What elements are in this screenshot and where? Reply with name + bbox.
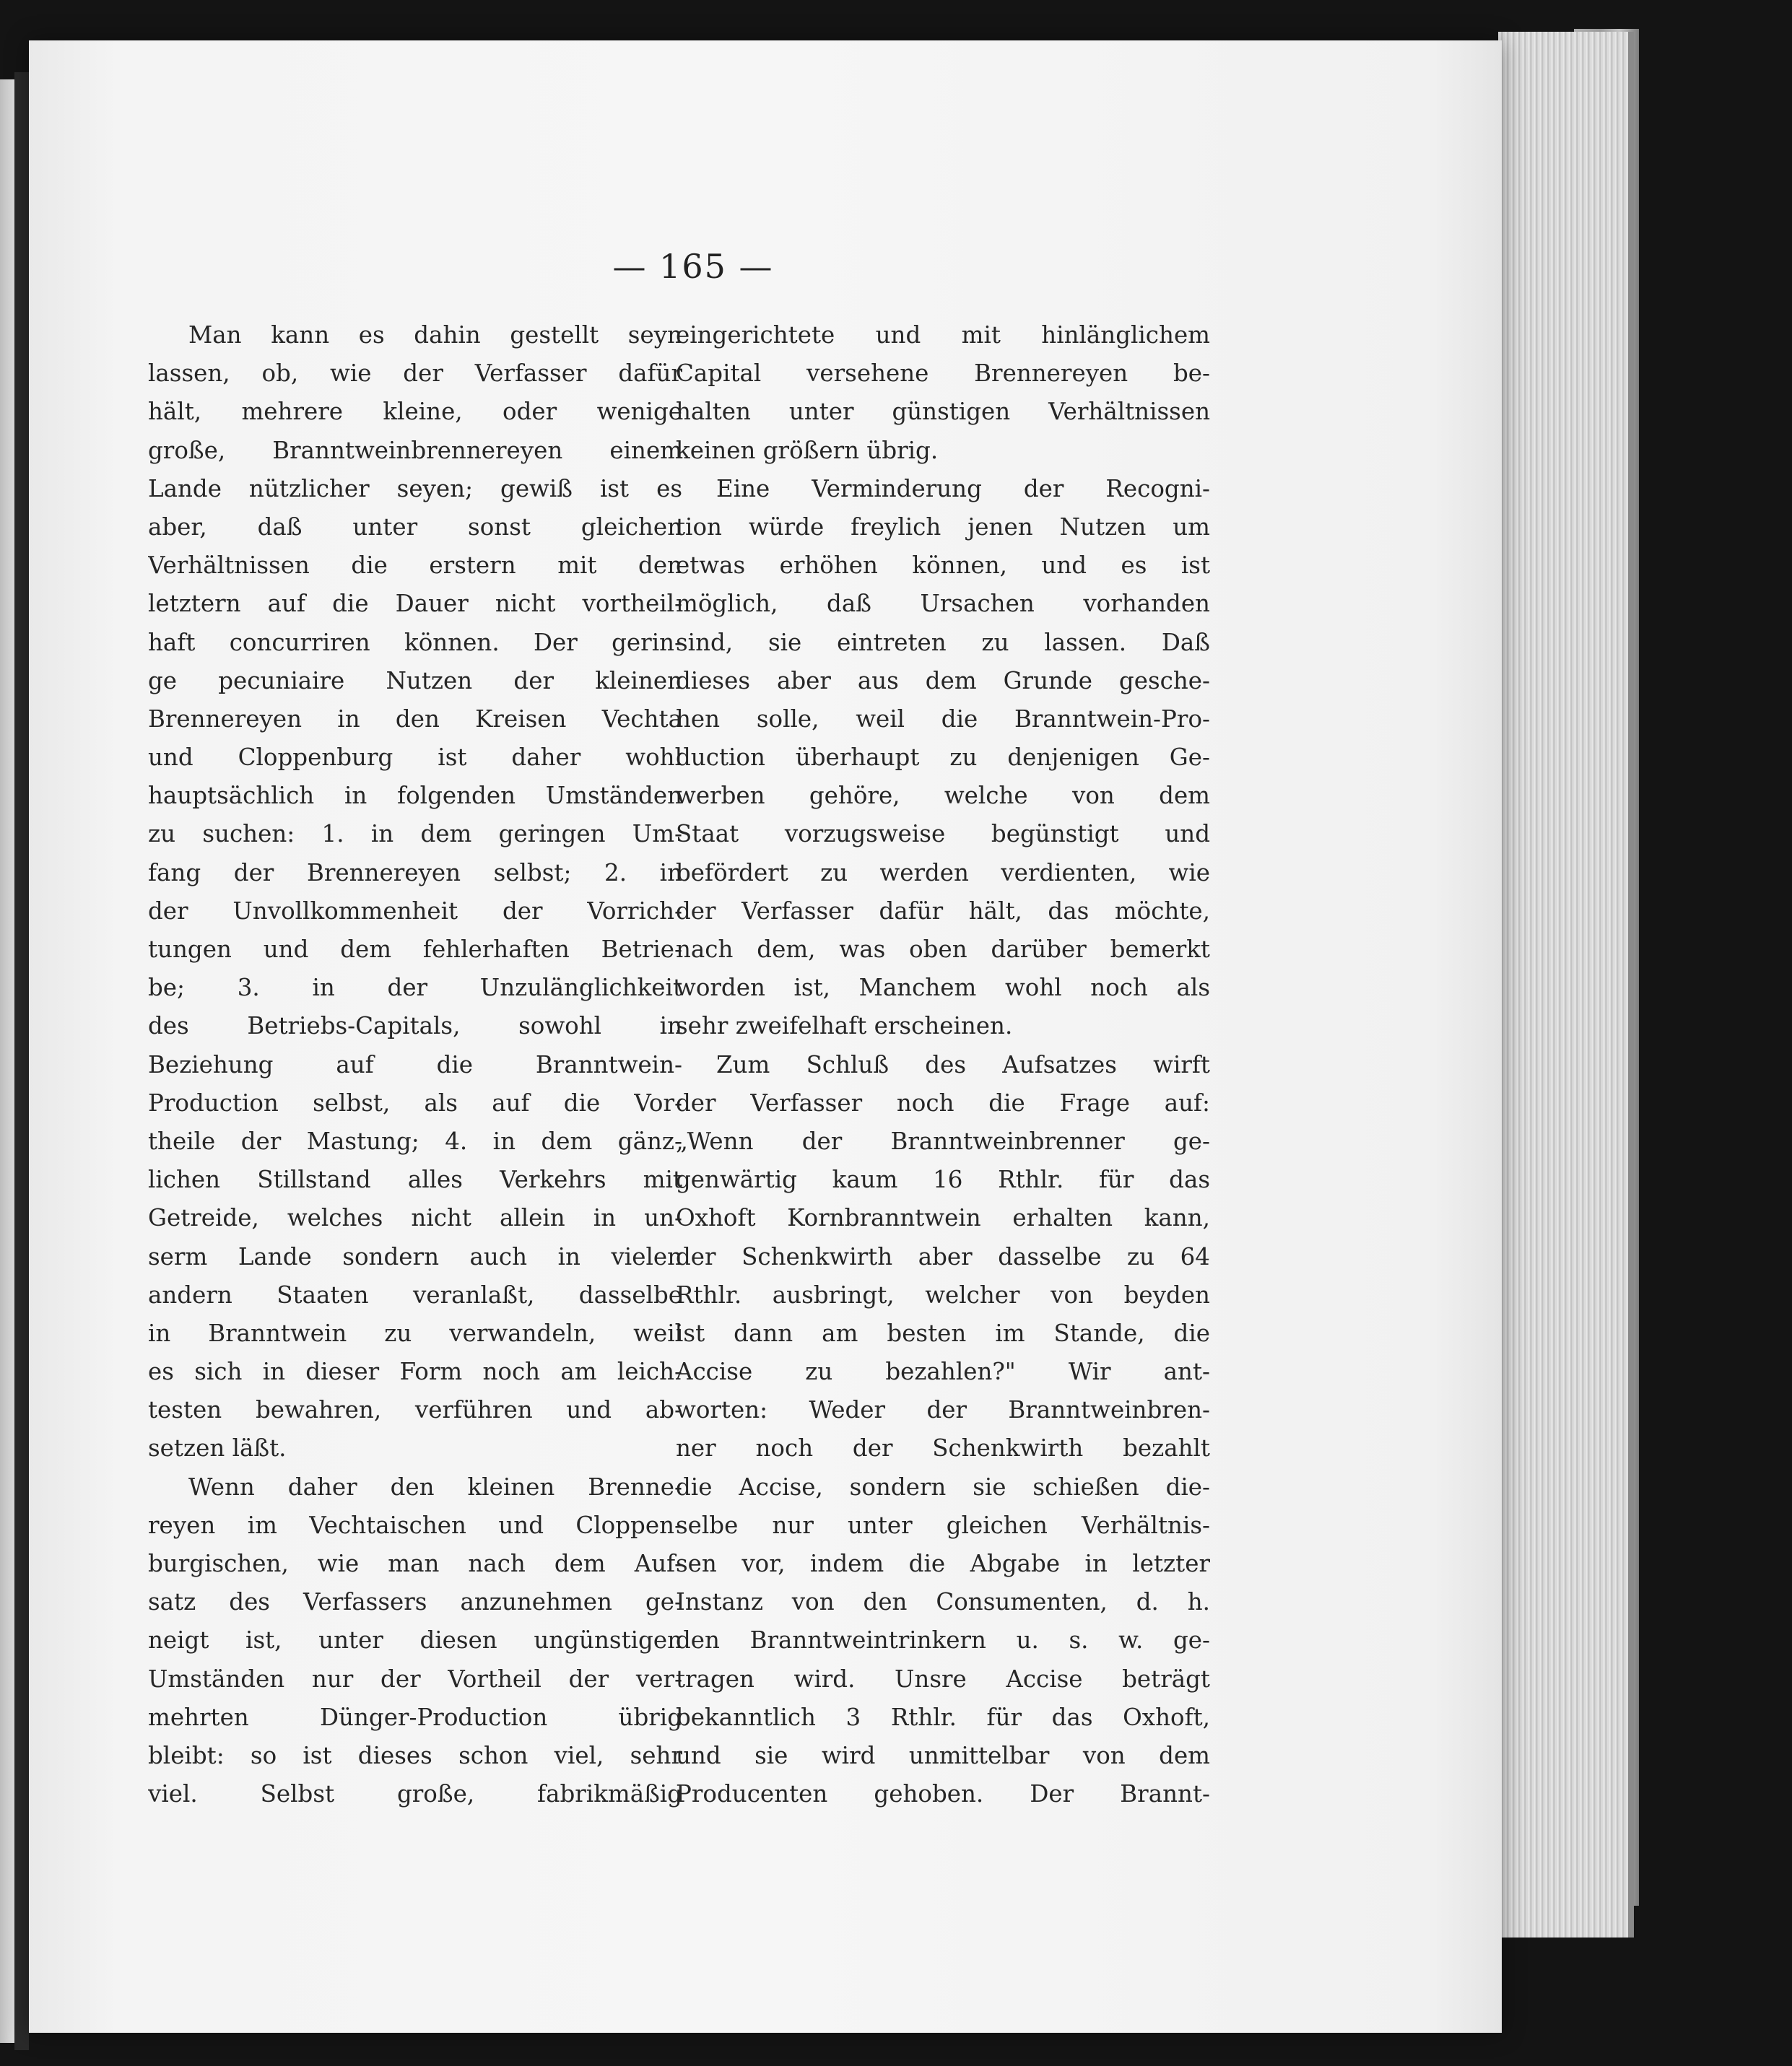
text-line: Getreide, welches nicht allein in un- (148, 1204, 682, 1232)
text-line: und Cloppenburg ist daher wohl (148, 744, 682, 772)
page-stack-edge (1498, 32, 1634, 1938)
text-line: Accise zu bezahlen?" Wir ant- (676, 1358, 1210, 1386)
text-line: worten: Weder der Branntweinbren- (676, 1396, 1210, 1424)
text-line: der Verfasser noch die Frage auf: (676, 1089, 1210, 1117)
text-line: des Betriebs-Capitals, sowohl in (148, 1012, 682, 1040)
text-line: dieses aber aus dem Grunde gesche- (676, 666, 1210, 694)
text-line: be; 3. in der Unzulänglichkeit (148, 974, 682, 1002)
text-line: möglich, daß Ursachen vorhanden (676, 590, 1210, 618)
book-page (29, 40, 1502, 2033)
text-line: der Schenkwirth aber dasselbe zu 64 (676, 1242, 1210, 1270)
text-line: tion würde freylich jenen Nutzen um (676, 513, 1210, 541)
text-line: Eine Verminderung der Recogni- (716, 474, 1210, 502)
text-line: burgischen, wie man nach dem Auf- (148, 1550, 682, 1577)
text-line: werben gehöre, welche von dem (676, 782, 1210, 810)
text-line: aber, daß unter sonst gleichen (148, 513, 682, 541)
text-line: fang der Brennereyen selbst; 2. in (148, 858, 682, 886)
text-line: worden ist, Manchem wohl noch als (676, 974, 1210, 1002)
text-line: tungen und dem fehlerhaften Betrie- (148, 936, 682, 963)
text-line: andern Staaten veranlaßt, dasselbe (148, 1281, 682, 1309)
text-line: halten unter günstigen Verhältnissen (676, 398, 1210, 426)
text-line: ist dann am besten im Stande, die (676, 1319, 1210, 1347)
text-line: ner noch der Schenkwirth bezahlt (676, 1434, 1210, 1463)
text-line: hauptsächlich in folgenden Umständen (148, 782, 682, 810)
text-line: theile der Mastung; 4. in dem gänz- (148, 1127, 682, 1155)
text-line: große, Branntweinbrennereyen einem (148, 436, 682, 464)
text-line: lassen, ob, wie der Verfasser dafür (148, 359, 682, 388)
text-line: reyen im Vechtaischen und Cloppen- (148, 1511, 682, 1539)
text-line: satz des Verfassers anzunehmen ge- (148, 1588, 682, 1616)
text-line: testen bewahren, verführen und ab- (148, 1396, 682, 1424)
text-line: Producenten gehoben. Der Brannt- (676, 1780, 1210, 1808)
text-column-right (676, 316, 1210, 1813)
text-line: Rthlr. ausbringt, welcher von beyden (676, 1281, 1210, 1309)
text-line: Lande nützlicher seyen; gewiß ist es (148, 474, 682, 502)
text-line: letztern auf die Dauer nicht vortheil- (148, 590, 682, 618)
text-line: befördert zu werden verdienten, wie (676, 858, 1210, 886)
text-line: serm Lande sondern auch in vielen (148, 1242, 682, 1270)
text-line: hen solle, weil die Branntwein-Pro- (676, 705, 1210, 733)
text-line: sehr zweifelhaft erscheinen. (676, 1012, 1013, 1040)
text-line: zu suchen: 1. in dem geringen Um- (148, 820, 682, 848)
text-line: lichen Stillstand alles Verkehrs mit (148, 1166, 682, 1194)
text-line: keinen größern übrig. (676, 436, 939, 464)
text-line: selbe nur unter gleichen Verhältnis- (676, 1511, 1210, 1539)
text-line: haft concurriren können. Der gerin- (148, 628, 682, 656)
text-line: tragen wird. Unsre Accise beträgt (676, 1665, 1210, 1693)
text-line: und sie wird unmittelbar von dem (676, 1741, 1210, 1769)
text-line: mehrten Dünger-Production übrig (148, 1703, 682, 1731)
text-line: Instanz von den Consumenten, d. h. (676, 1588, 1210, 1616)
text-line: Beziehung auf die Branntwein- (148, 1050, 682, 1078)
book-gutter (14, 72, 29, 2050)
text-line: „Wenn der Branntweinbrenner ge- (676, 1127, 1210, 1155)
text-column-left (148, 316, 682, 1813)
text-line: viel. Selbst große, fabrikmäßig (148, 1780, 682, 1808)
text-line: etwas erhöhen können, und es ist (676, 552, 1210, 580)
text-line: setzen läßt. (148, 1434, 287, 1463)
text-line: Brennereyen in den Kreisen Vechta (148, 705, 682, 733)
text-line: ge pecuniaire Nutzen der kleinen (148, 666, 682, 694)
text-line: Zum Schluß des Aufsatzes wirft (716, 1050, 1210, 1078)
text-line: sen vor, indem die Abgabe in letzter (676, 1550, 1210, 1577)
text-line: Man kann es dahin gestellt seyn (188, 321, 682, 349)
text-line: eingerichtete und mit hinlänglichem (676, 321, 1210, 349)
text-line: Production selbst, als auf die Vor- (148, 1089, 682, 1117)
text-line: es sich in dieser Form noch am leich- (148, 1358, 682, 1386)
text-line: neigt ist, unter diesen ungünstigen (148, 1626, 682, 1655)
text-line: Wenn daher den kleinen Brenne- (188, 1473, 682, 1501)
page-number: — 165 — (612, 247, 774, 286)
text-line: der Unvollkommenheit der Vorrich- (148, 897, 682, 925)
text-line: der Verfasser dafür hält, das möchte, (676, 897, 1210, 925)
text-line: Umständen nur der Vortheil der ver- (148, 1665, 682, 1693)
text-line: Capital versehene Brennereyen be- (676, 359, 1210, 388)
text-line: genwärtig kaum 16 Rthlr. für das (676, 1166, 1210, 1194)
text-line: duction überhaupt zu denjenigen Ge- (676, 744, 1210, 772)
text-line: in Branntwein zu verwandeln, weil (148, 1319, 682, 1347)
text-line: Verhältnissen die erstern mit den (148, 552, 682, 580)
text-line: Staat vorzugsweise begünstigt und (676, 820, 1210, 848)
text-line: die Accise, sondern sie schießen die- (676, 1473, 1210, 1501)
text-line: nach dem, was oben darüber bemerkt (676, 936, 1210, 963)
text-line: hält, mehrere kleine, oder wenige (148, 398, 682, 426)
text-line: den Branntweintrinkern u. s. w. ge- (676, 1626, 1210, 1655)
text-line: Oxhoft Kornbranntwein erhalten kann, (676, 1204, 1210, 1232)
text-line: sind, sie eintreten zu lassen. Daß (676, 628, 1210, 656)
text-line: bleibt: so ist dieses schon viel, sehr (148, 1741, 682, 1769)
text-line: bekanntlich 3 Rthlr. für das Oxhoft, (676, 1703, 1210, 1731)
